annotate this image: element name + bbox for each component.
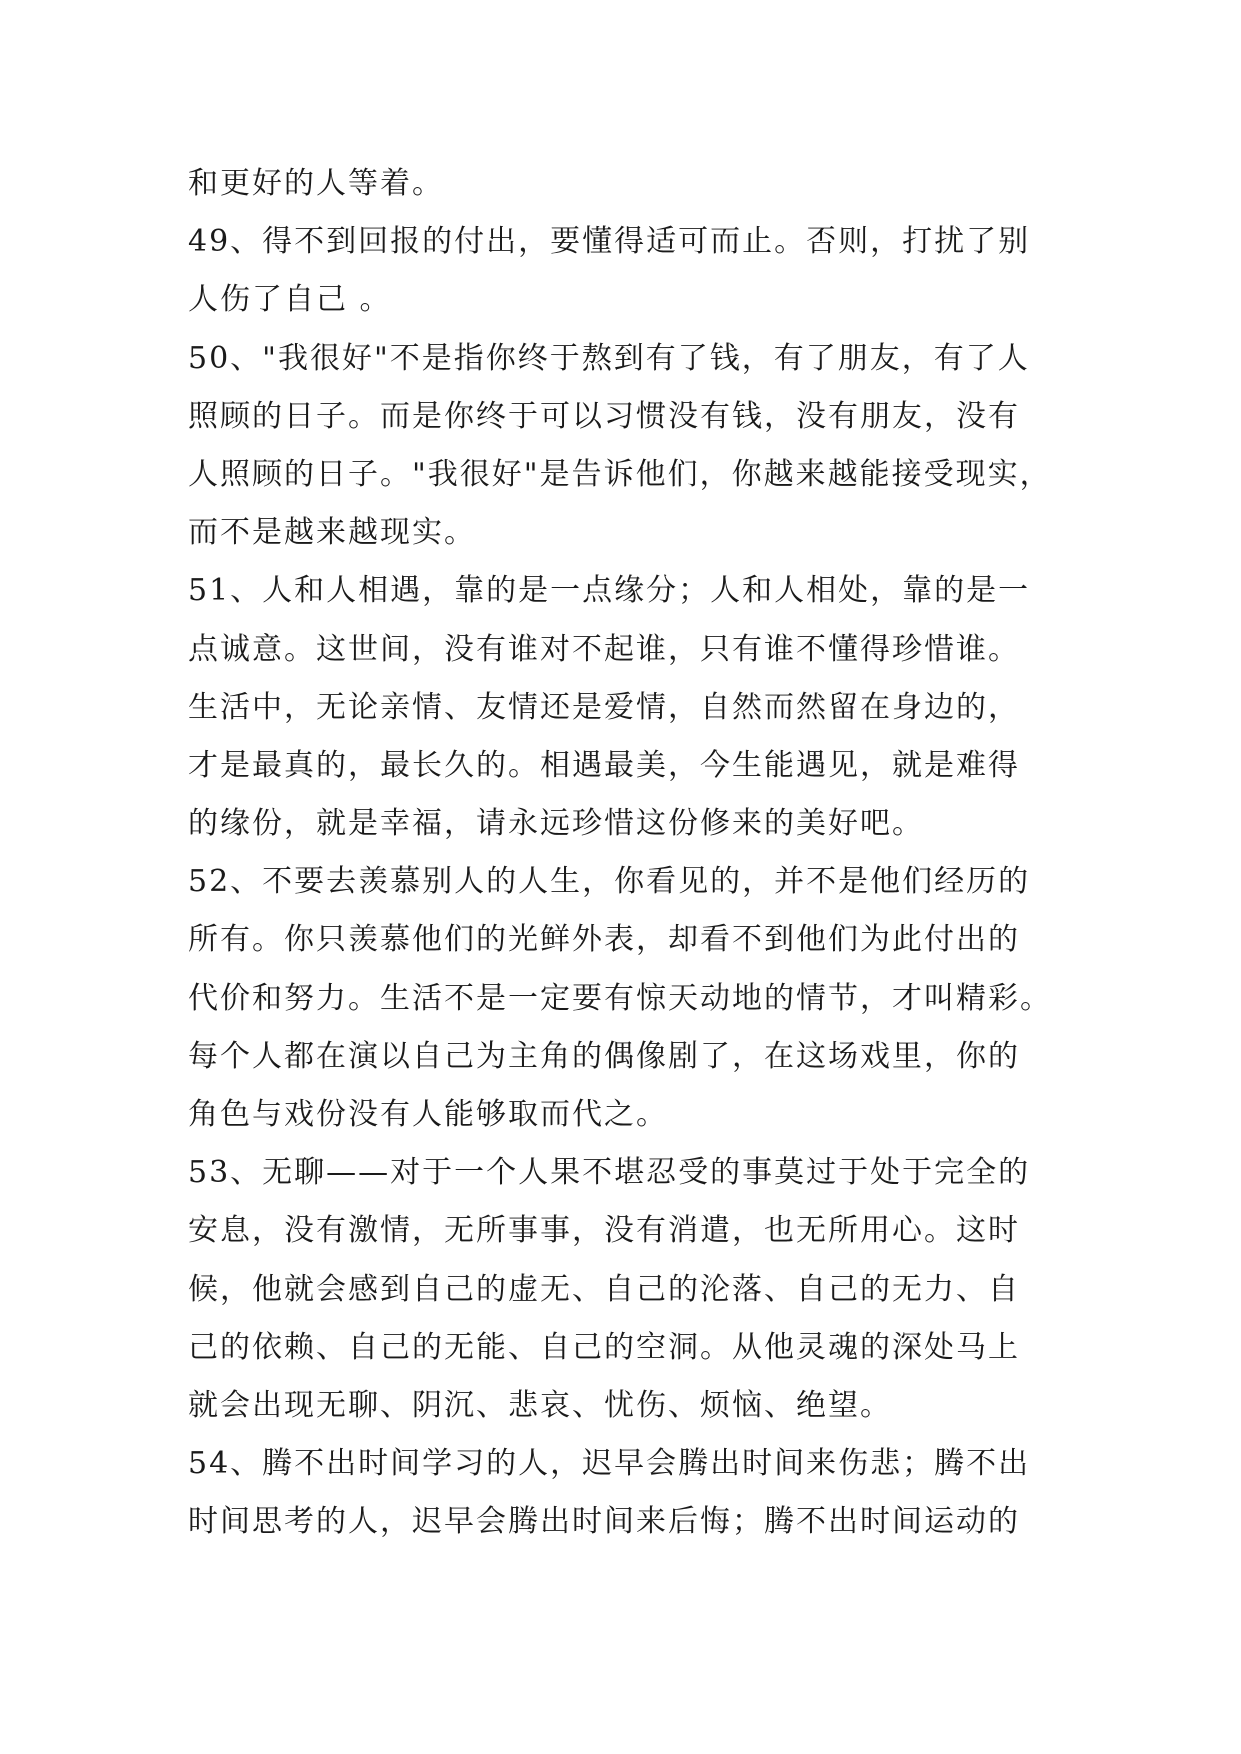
document-body: [188, 155, 1068, 1552]
text-line: 53、无聊——对于一个人果不堪忍受的事莫过于处于完全的: [188, 1155, 1031, 1191]
text-line: 52、不要去羡慕别人的人生，你看见的，并不是他们经历的: [188, 864, 1031, 900]
text-line: 54、腾不出时间学习的人，迟早会腾出时间来伤悲；腾不出: [188, 1446, 1031, 1482]
text-line: 时间思考的人，迟早会腾出时间来后悔；腾不出时间运动的: [188, 1504, 1020, 1540]
text-line: 己的依赖、自己的无能、自己的空洞。从他灵魂的深处马上: [188, 1329, 1020, 1365]
text-line: 生活中，无论亲情、友情还是爱情，自然而然留在身边的，: [188, 689, 1020, 725]
text-line: 50、"我很好"不是指你终于熬到有了钱，有了朋友，有了人: [188, 340, 1030, 376]
text-line: 51、人和人相遇，靠的是一点缘分；人和人相处，靠的是一: [188, 573, 1031, 609]
text-line: 每个人都在演以自己为主角的偶像剧了，在这场戏里，你的: [188, 1038, 1020, 1074]
text-line: 就会出现无聊、阴沉、悲哀、忧伤、烦恼、绝望。: [188, 1387, 892, 1423]
text-line: 人照顾的日子。"我很好"是告诉他们，你越来越能接受现实，: [188, 456, 1052, 492]
text-line: 才是最真的，最长久的。相遇最美，今生能遇见，就是难得: [188, 747, 1020, 783]
text-line: 安息，没有激情，无所事事，没有消遣，也无所用心。这时: [188, 1213, 1020, 1249]
text-line: 照顾的日子。而是你终于可以习惯没有钱，没有朋友，没有: [188, 398, 1020, 434]
text-line: 人伤了自己 。: [188, 282, 392, 318]
text-line: 49、得不到回报的付出，要懂得适可而止。否则，打扰了别: [188, 224, 1031, 260]
text-line: 和更好的人等着。: [188, 166, 444, 201]
text-line: 点诚意。这世间，没有谁对不起谁，只有谁不懂得珍惜谁。: [188, 631, 1020, 667]
text-line: 代价和努力。生活不是一定要有惊天动地的情节，才叫精彩。: [188, 980, 1052, 1016]
text-line: 的缘份，就是幸福，请永远珍惜这份修来的美好吧。: [188, 806, 924, 842]
text-line: 所有。你只羡慕他们的光鲜外表，却看不到他们为此付出的: [188, 922, 1020, 958]
text-line: 角色与戏份没有人能够取而代之。: [188, 1097, 668, 1132]
text-line: 而不是越来越现实。: [188, 515, 476, 551]
text-line: 候，他就会感到自己的虚无、自己的沦落、自己的无力、自: [188, 1271, 1020, 1307]
